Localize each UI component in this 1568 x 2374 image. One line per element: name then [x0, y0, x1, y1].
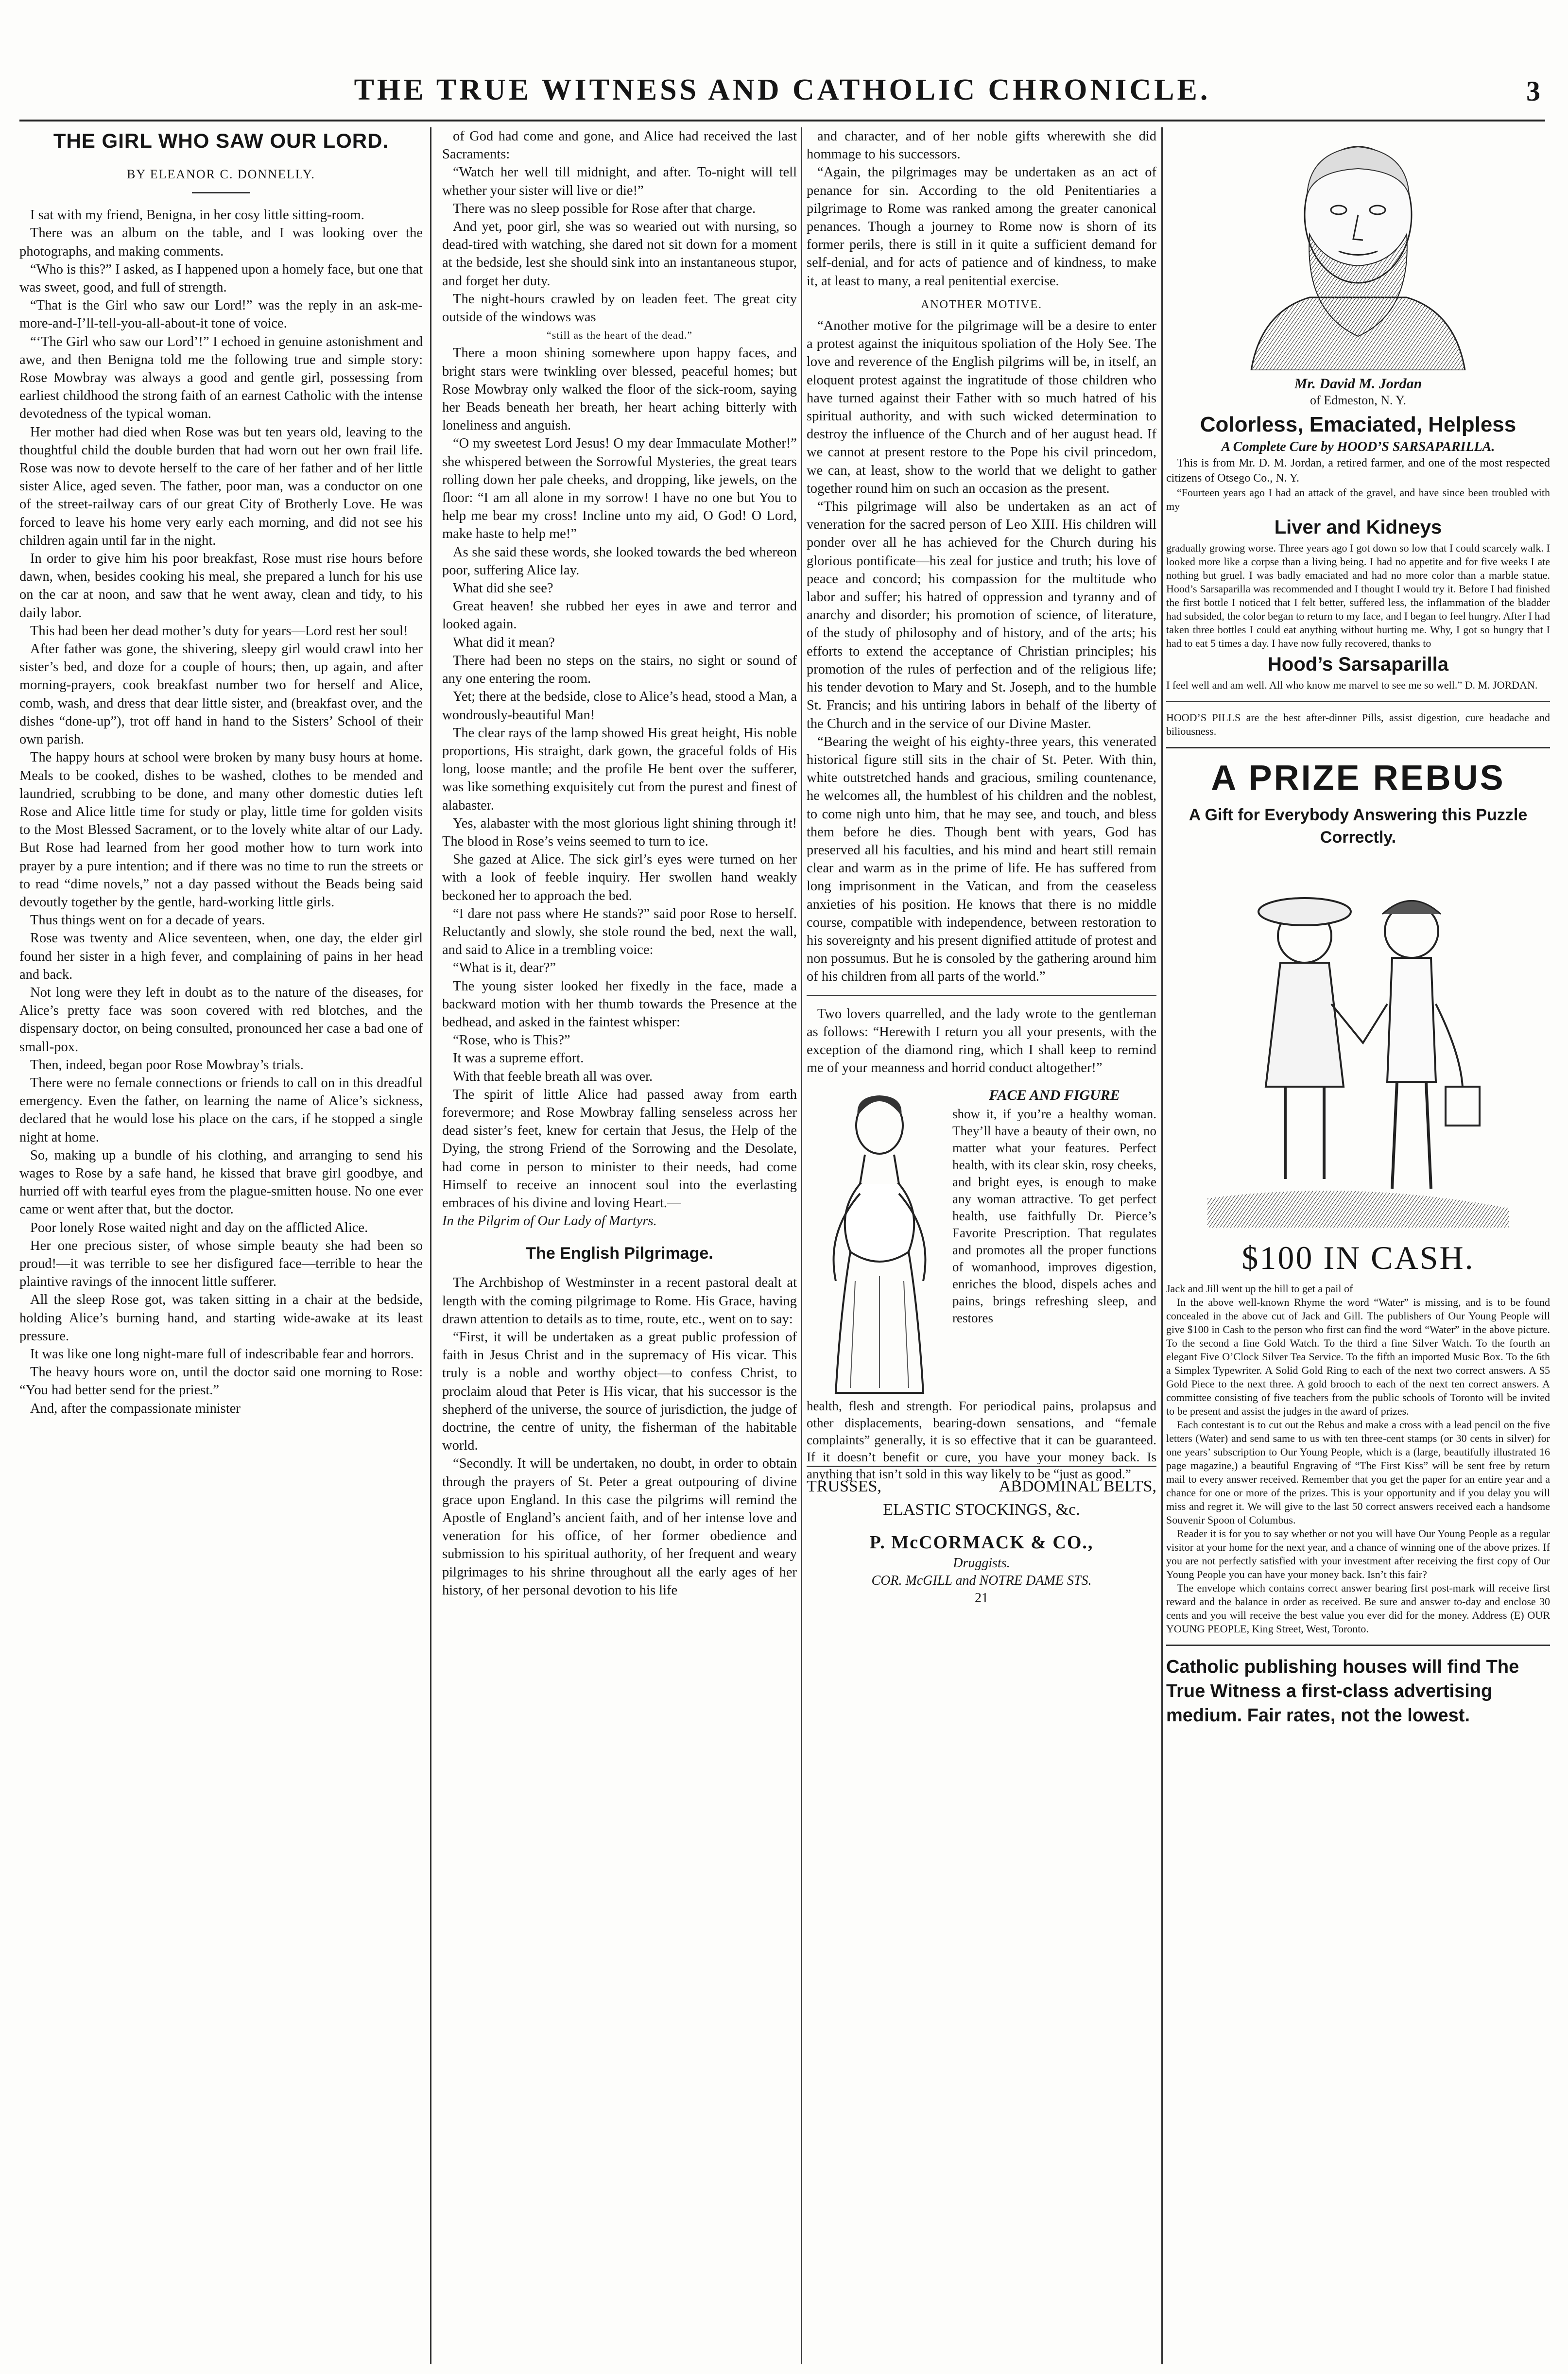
article-body-continued — [807, 127, 1156, 986]
paragraph: Poor lonely Rose waited night and day on the afflicted Alice. — [30, 1220, 368, 1235]
rebus-subtitle: A Gift for Everybody Answering this Puzzle Correctly. — [1189, 806, 1528, 847]
column-1 — [19, 127, 423, 2364]
column-rule — [1161, 127, 1163, 2364]
rebus-cash-prize: $100 IN CASH. — [1241, 1239, 1475, 1276]
column-rule — [801, 127, 802, 2364]
paragraph: “Watch her well till midnight, and after. To-night will tell whether your sister will live or die!” — [442, 165, 797, 198]
divider — [1166, 701, 1550, 702]
ad-title: FACE AND FIGURE — [989, 1087, 1120, 1104]
paragraph: In order to give him his poor breakfast, Rose must rise hours before dawn, when, besides cooking his meal, she prepared a lunch for his use on the car at noon, and saw that he went away, clean and tidy, to his daily labor. — [19, 551, 423, 621]
paragraph: “Rose, who is This?” — [453, 1033, 570, 1048]
paragraph: It was like one long night-mare full of indescribable fear and horrors. — [30, 1347, 414, 1362]
paragraph: “First, it will be undertaken as a great public profession of faith in Jesus Christ and in the supremacy of His vicar. This truly is a noble and worthy object—to confess Christ, to proclaim aloud that Peter is His vicar, that his successor is the shepherd of the universe, the source of jurisdiction, the judge of doctrine, the centre of unity, the fisherman of the habitable world. — [442, 1330, 797, 1454]
divider — [1166, 747, 1550, 748]
face-and-figure-ad — [807, 1087, 1156, 1482]
article-body-continued — [442, 127, 797, 1230]
portrait-caption-town: of Edmeston, N. Y. — [1310, 393, 1406, 407]
column-2 — [442, 127, 797, 2364]
hoods-pills: HOOD’S PILLS are the best after-dinner Pills, assist digestion, cure headache and biliousness. — [1166, 711, 1550, 737]
firm-address: COR. McGILL and NOTRE DAME STS. — [871, 1573, 1092, 1589]
hoods-signoff: I feel well and am well. All who know me marvel to see me so well.” D. M. JORDAN. — [1166, 679, 1538, 691]
rebus-body-3: Reader it is for you to say whether or not you will have Our Young People as a regular visitor at your home for the next year, and a chance of winning one of the above prizes. If you are not perfectly satisfied with your investment after receiving the first copy of Our Young People you can have your money back. Isn’t this fair? — [1166, 1527, 1550, 1580]
paragraph: There was no sleep possible for Rose after that charge. — [453, 201, 756, 216]
column-4 — [1166, 127, 1550, 2364]
paragraph: “Another motive for the pilgrimage will be a desire to enter a protest against the iniquitous spoliation of the Holy See. The love and reverence of the English pilgrims will be, in itself, an eloquent protest against the ingratitude of those children who have turned against their Father with so much hatred of his spiritual authority, and with such wicked determination to destroy the influence of the Church and of her august head. If we cannot at present restore to the Pope his civil princedom, we can, at least, show to the world that we delight to gather together round him on such an occasion as the present. — [807, 318, 1156, 496]
paragraph: of God had come and gone, and Alice had received the last Sacraments: — [442, 129, 797, 162]
paragraph: After father was gone, the shivering, sleepy girl would crawl into her sister’s bed, and doze for a couple of hours; then, up again, and after morning-prayers, cook breakfast number two for herself and Alice, comb, wash, and dress that dear little sister, and (breakfast over, and the dishes “done-up”), trot off hand in hand to the Sisters’ School of their own parish. — [19, 641, 423, 747]
paragraph: Rose was twenty and Alice seventeen, when, one day, the elder girl found her sister in a high fever, and complaining of pains in her head and back. — [19, 931, 423, 982]
publisher-notice: Catholic publishing houses will find The True Witness a first-class advertising medium. Fair rates, not the lowest. — [1166, 1657, 1519, 1726]
paragraph: “I dare not pass where He stands?” said poor Rose to herself. Reluctantly and slowly, she stole round the bed, next the wall, and said to Alice in a trembling voice: — [442, 906, 797, 958]
paragraph: “‘The Girl who saw our Lord’!” I echoed in genuine astonishment and awe, and then Benigna told me the following true and simple story: Rose Mowbray was always a good and gentle girl, possessing from earliest childhood the strong faith of an earnest Catholic with the intense devotedness of the typical woman. — [19, 334, 423, 422]
anecdote: Two lovers quarrelled, and the lady wrote to the gentleman as follows: “Herewith I return you all your presents, with the exception of the diamond ring, which I shall keep to remind me of your meanness and horrid conduct altogether!” — [807, 1006, 1156, 1076]
hoods-quote-continued: gradually growing worse. Three years ago I got down so low that I could scarcely walk. I looked more like a corpse than a living being. I had no appetite and for five weeks I ate nothing but gruel. I was badly emaciated and had no more color than a marble statue. Hood’s Sarsaparilla was recommended and I thought I would try it. Before I had finished the first bottle I noticed that I felt better, suffered less, the inflammation of the bladder had subsided, the color began to return to my face, and I began to feel hungry. After I had taken three bottles I could eat anything without hurting me. Why, I got so hungry that I had to eat 5 times a day. I have now fully recovered, thanks to — [1166, 542, 1550, 649]
paragraph: What did it mean? — [453, 635, 555, 650]
paragraph: The spirit of little Alice had passed away from earth forevermore; and Rose Mowbray falling senseless across her dead sister’s feet, knew for certain that Jesus, the Help of the Dying, the strong Friend of the Sorrowing and the Desolate, had come in person to minister to their needs, had come Himself to receive an innocent soul into the everlasting embraces of his divine and loving Heart.— — [442, 1087, 797, 1211]
paragraph: The night-hours crawled by on leaden feet. The great city outside of the windows was — [442, 291, 797, 325]
rebus-body-4: The envelope which contains correct answer bearing first post-mark will receive first reward and the balance in order as received. Be sure and answer to-day and enclose 30 cents and you will receive the best value you ever did for the money. Address (E) OUR YOUNG PEOPLE, King Street, West, Toronto. — [1166, 1582, 1550, 1635]
paragraph: The clear rays of the lamp showed His great height, His noble proportions, His straight, dark gown, the graceful folds of His long, loose mantle; and the profile He bent over the sufferer, was like something exquisitely cut from the purest and finest of alabaster. — [442, 725, 797, 813]
byline: BY ELEANOR C. DONNELLY. — [127, 167, 315, 181]
article-body — [442, 1274, 797, 1599]
paragraph: There a moon shining somewhere upon happy faces, and bright stars were twinkling over blessed, peaceful homes; but Rose Mowbray only walked the floor of the sick-room, saying her Beads beneath her breath, her heart aching bitterly with loneliness and anguish. — [442, 346, 797, 433]
stockings-label: ELASTIC STOCKINGS, &c. — [883, 1501, 1080, 1519]
paragraph: “Bearing the weight of his eighty-three years, this venerated historical figure still sits in the chair of St. Peter. With thin, white outstretched hands and gracious, smiling countenance, he welcomes all, the humblest of his children and the noblest, to come nigh unto him, that he may see, and touch, and bless them before he dies. Though bent with years, God has preserved all his faculties, and his mind and heart still remain clear and warm as in the prime of life. He has suffered from long imprisonment in the Vatican, and from the ceaseless anxieties of his position. He knows that there is no middle course, compatible with independence, between restoration to his sovereignty and his present dignified attitude of protest and non possumus. But he is consoled by the gathering around him of his children from all parts of the world.” — [807, 734, 1156, 985]
column-3 — [807, 127, 1156, 2364]
jack-and-jill-picture — [1207, 858, 1509, 1228]
paragraph: I sat with my friend, Benigna, in her cosy little sitting-room. — [30, 208, 364, 223]
rebus-body-2: Each contestant is to cut out the Rebus and make a cross with a lead pencil on the five letters (Water) and send same to us with ten three-cent stamps (or 30 cents in silver) for one years’ subscription to Our Young People, which is a (large, beautifully illustrated 16 page magazine,) a beautiful Engraving of “The First Kiss” will be sent free by return mail to every answer received. Remember that you get the paper for an entire year and a chance for one or more of the prizes. This is your opportunity and if you delay you will miss and regret it. We will give to the last 50 correct answers received each a handsome Souvenir Spoon of Columbus. — [1166, 1419, 1550, 1526]
paragraph: “This pilgrimage will also be undertaken as an act of veneration for the sacred person of Leo XIII. His children will ponder over all he has achieved for the Church during his glorious pontificate—his zeal for justice and truth; his love of peace and concord; his compassion for the multitude who labor and suffer; his hatred of oppression and tyranny and of anarchy and disorder; his promotion of science, of literature, of the study of philosophy and of history, and of the arts; his efforts to extend the acceptance of Christian principles; his promotion of the rules of perfection and of the religious life; his tender devotion to Mary and St. Joseph, and to the humble St. Francis; and his untiring labors in behalf of the liberty of the Church and in the service of our Divine Master. — [807, 499, 1156, 731]
ad-copy-continued: health, flesh and strength. For periodical pains, prolapsus and other displacements, bearing-down sensations, and “female complaints” generally, it is so effective that it can be guaranteed. If it doesn’t benefit or cure, you have your money back. Is anything that isn’t sold in this way likely to be “just as good.” — [807, 1399, 1156, 1482]
rebus-illustration — [1207, 858, 1509, 1228]
portrait-caption-name: Mr. David M. Jordan — [1294, 376, 1422, 392]
portrait-illustration — [1222, 127, 1494, 370]
rebus-title: A PRIZE REBUS — [1211, 759, 1505, 797]
belts-label: ABDOMINAL BELTS, — [999, 1477, 1156, 1496]
newspaper-title: THE TRUE WITNESS AND CATHOLIC CHRONICLE. — [354, 73, 1211, 106]
hoods-heading-product: Hood’s Sarsaparilla — [1268, 654, 1448, 675]
paragraph: There was an album on the table, and I was looking over the photographs, and making comments. — [19, 225, 423, 259]
paragraph: “That is the Girl who saw our Lord!” was the reply in an ask-me-more-and-I’ll-tell-you-all-about-it tone of voice. — [19, 298, 423, 331]
paragraph: Great heaven! she rubbed her eyes in awe and terror and looked again. — [442, 599, 797, 632]
paragraph: “Secondly. It will be undertaken, no doubt, in order to obtain through the prayers of St. Peter a great outpouring of divine grace upon England. In this case the pilgrims will remind the Apostle of England’s ancient faith, and of her intense love and veneration for his office, of her former obedience and submission to his spiritual authority, of her frequent and weary pilgrimages to his shrine throughout all the early ages of her history, of her personal devotion to his life — [442, 1456, 797, 1598]
paragraph: “Again, the pilgrimages may be undertaken as an act of penance for sin. According to the old Penitentiaries a pilgrimage to Rome was ranked among the greater canonical penances. Though a journey to Rome now is shorn of its former perils, there is still in it quite a sufficient demand for self-denial, and for acts of patience and of kindness, to make it, at least to many, a real penitential exercise. — [807, 165, 1156, 289]
article-body — [19, 206, 423, 1418]
hoods-quote: “Fourteen years ago I had an attack of the gravel, and have since been troubled with my — [1166, 486, 1550, 512]
article-title: The English Pilgrimage. — [526, 1244, 713, 1263]
source-credit: In the Pilgrim of Our Lady of Martyrs. — [442, 1213, 657, 1229]
paragraph: “O my sweetest Lord Jesus! O my dear Immaculate Mother!” she whispered between the Sorrowful Mysteries, the great tears rolling down her pale cheeks, and dropping, like jewels, on the floor: “I am all alone in my sorrow! I have no one but You to help me bear my cross! Incline unto my aid, O God! O Lord, make haste to help me!” — [442, 436, 797, 542]
paragraph: Thus things went on for a decade of years. — [30, 913, 265, 928]
ad-copy: show it, if you’re a healthy woman. They’ll have a beauty of their own, no matter what your features. Perfect health, with its clear skin, rosy cheeks, and bright eyes, is enough to make any woman attractive. To get perfect health, use faithfully Dr. Pierce’s Favorite Prescription. That regulates and promotes all the proper functions of womanhood, improves digestion, enriches the blood, dispels aches and pains, brings refreshing sleep, and restores — [952, 1107, 1156, 1326]
paragraph: Yet; there at the bedside, close to Alice’s head, stood a Man, a wondrously-beautiful Man! — [442, 689, 797, 723]
paragraph: “Who is this?” I asked, as I happened upon a homely face, but one that was sweet, good, and full of strength. — [19, 261, 423, 295]
paragraph: Not long were they left in doubt as to the nature of the diseases, for Alice’s pretty face was soon covered with red blotches, and the dispensary doctor, on being consulted, pronounced her case a bad one of small-pox. — [19, 985, 423, 1055]
divider — [192, 192, 250, 193]
paragraph: Her mother had died when Rose was but ten years old, leaving to the thoughtful child the double burden that had worn out her own frail life. Rose was now to devote herself to the care of her father and of her little sister Alice, aged seven. The father, poor man, was a conductor on one of the street-railway cars of our great City of Brotherly Love. He was forced to leave his home very early each morning, and did not see his children again until far in the night. — [19, 424, 423, 548]
paragraph: And, after the compassionate minister — [30, 1401, 241, 1416]
paragraph: “What is it, dear?” — [453, 960, 556, 976]
paragraph: There had been no steps on the stairs, no sight or sound of any one entering the room. — [442, 653, 797, 687]
subhead: ANOTHER MOTIVE. — [921, 298, 1042, 311]
rebus-body: In the above well-known Rhyme the word “Water” is missing, and is to be found concealed in the above cut of Jack and Gill. The publishers of Our Young People will give $100 in Cash to the person who first can find the word “Water” in the above picture. To the second a fine Gold Watch. To the third a fine Silver Watch. To the fourth an elegant Five O’Clock Silver Tea Service. To the fifth an imported Music Box. To the 6th a Simplex Typewriter. A Solid Gold Ring to each of the next two correct answers. A $5 Gold Piece to the next three. A gold brooch to each of the next ten correct answers. A committee consisting of five teachers from the public schools of Toronto will be invited to be present and assist the judges in the award of prizes. — [1166, 1296, 1550, 1417]
paragraph: There were no female connections or friends to call on in this dreadful emergency. Even the father, on learning the name of Alice’s sickness, declared that he would lose his place on the cars, if he stopped a single night at home. — [19, 1075, 423, 1145]
paragraph: The Archbishop of Westminster in a recent pastoral dealt at length with the coming pilgrimage to Rome. His Grace, having drawn attention to details as to time, route, etc., went on to say: — [442, 1275, 797, 1327]
firm-name: P. McCORMACK & CO., — [869, 1532, 1094, 1553]
paragraph: The happy hours at school were broken by many busy hours at home. Meals to be cooked, dishes to be washed, clothes to be mended and laundried, scrubbing to be done, and many other domestic duties left Rose and Alice little time for study or play, little time for golden visits to the Most Blessed Sacrament, or to the lovely white altar of our Lady. But Rose had learned from her good mother how to turn work into prayer by a pure intention; and if there was no time to run the streets or to read “dime novels,” not a day passed without the Beads being said devoutly together by the gentle, hard-working little girls. — [19, 750, 423, 910]
woman-figure-illustration — [807, 1087, 952, 1398]
page-number: 3 — [1526, 75, 1540, 107]
ad-text — [952, 1087, 1156, 1327]
paragraph: and character, and of her noble gifts wherewith she did hommage to his successors. — [807, 129, 1156, 162]
divider — [807, 995, 1156, 996]
paragraph: Her one precious sister, of whose simple beauty she had been so proud!—it was terrible to see her disfigured face—terrible to hear the plaintive ravings of the innocent little sufferer. — [19, 1238, 423, 1290]
paragraph: It was a supreme effort. — [453, 1051, 584, 1066]
paragraph: The young sister looked her fixedly in the face, made a backward motion with her thumb towards the Presence at the bedhead, and asked in the faintest whisper: — [442, 978, 797, 1030]
ad-number: 21 — [975, 1591, 988, 1606]
paragraph: She gazed at Alice. The sick girl’s eyes were turned on her with a look of feeble inquiry. Her swollen hand weakly beckoned her to approach the bed. — [442, 852, 797, 903]
paragraph: Yes, alabaster with the most glorious light shining through it! The blood in Rose’s veins seemed to turn to ice. — [442, 815, 797, 849]
paragraph: So, making up a bundle of his clothing, and arranging to send his wages to Rose by a safe hand, he kissed that brave girl goodbye, and hurried off with tearful eyes from the plague-smitten house. No one ever came or went after that, but the doctor. — [19, 1147, 423, 1217]
hoods-headline: Colorless, Emaciated, Helpless — [1200, 413, 1516, 436]
masthead — [19, 68, 1545, 121]
trusses-label: TRUSSES, — [807, 1477, 881, 1496]
paragraph: Then, indeed, began poor Rose Mowbray’s trials. — [30, 1057, 304, 1073]
paragraph: All the sleep Rose got, was taken sitting in a chair at the bedside, holding Alice’s burning hand, and starting wide-awake at its least pressure. — [19, 1292, 423, 1344]
paragraph: With that feeble breath all was over. — [453, 1069, 653, 1084]
article-title: THE GIRL WHO SAW OUR LORD. — [53, 129, 389, 152]
quote-line: “still as the heart of the dead.” — [547, 329, 692, 342]
paragraph: This had been her dead mother’s duty for years—Lord rest her soul! — [30, 623, 408, 639]
divider — [1166, 1645, 1550, 1646]
paragraph: And yet, poor girl, she was so wearied out with nursing, so dead-tired with watching, she dared not sit down for a moment at the bedside, lest she should sink into an instantaneous stupor, and forget her duty. — [442, 219, 797, 289]
column-rule — [430, 127, 431, 2364]
hoods-subhead: A Complete Cure by HOOD’S SARSAPARILLA. — [1221, 439, 1495, 454]
paragraph: What did she see? — [453, 581, 553, 596]
paragraph: As she said these words, she looked towards the bed whereon poor, suffering Alice lay. — [442, 544, 797, 578]
paragraph: The heavy hours wore on, until the doctor said one morning to Rose: “You had better send for the priest.” — [19, 1365, 423, 1398]
firm-type: Druggists. — [953, 1556, 1010, 1571]
hoods-heading-liver: Liver and Kidneys — [1274, 517, 1442, 538]
rebus-rhyme: Jack and Jill went up the hill to get a pail of — [1166, 1282, 1353, 1295]
hoods-intro: This is from Mr. D. M. Jordan, a retired farmer, and one of the most respected citizens of Otsego Co., N. Y. — [1166, 457, 1550, 485]
bearded-man-portrait — [1222, 127, 1494, 370]
